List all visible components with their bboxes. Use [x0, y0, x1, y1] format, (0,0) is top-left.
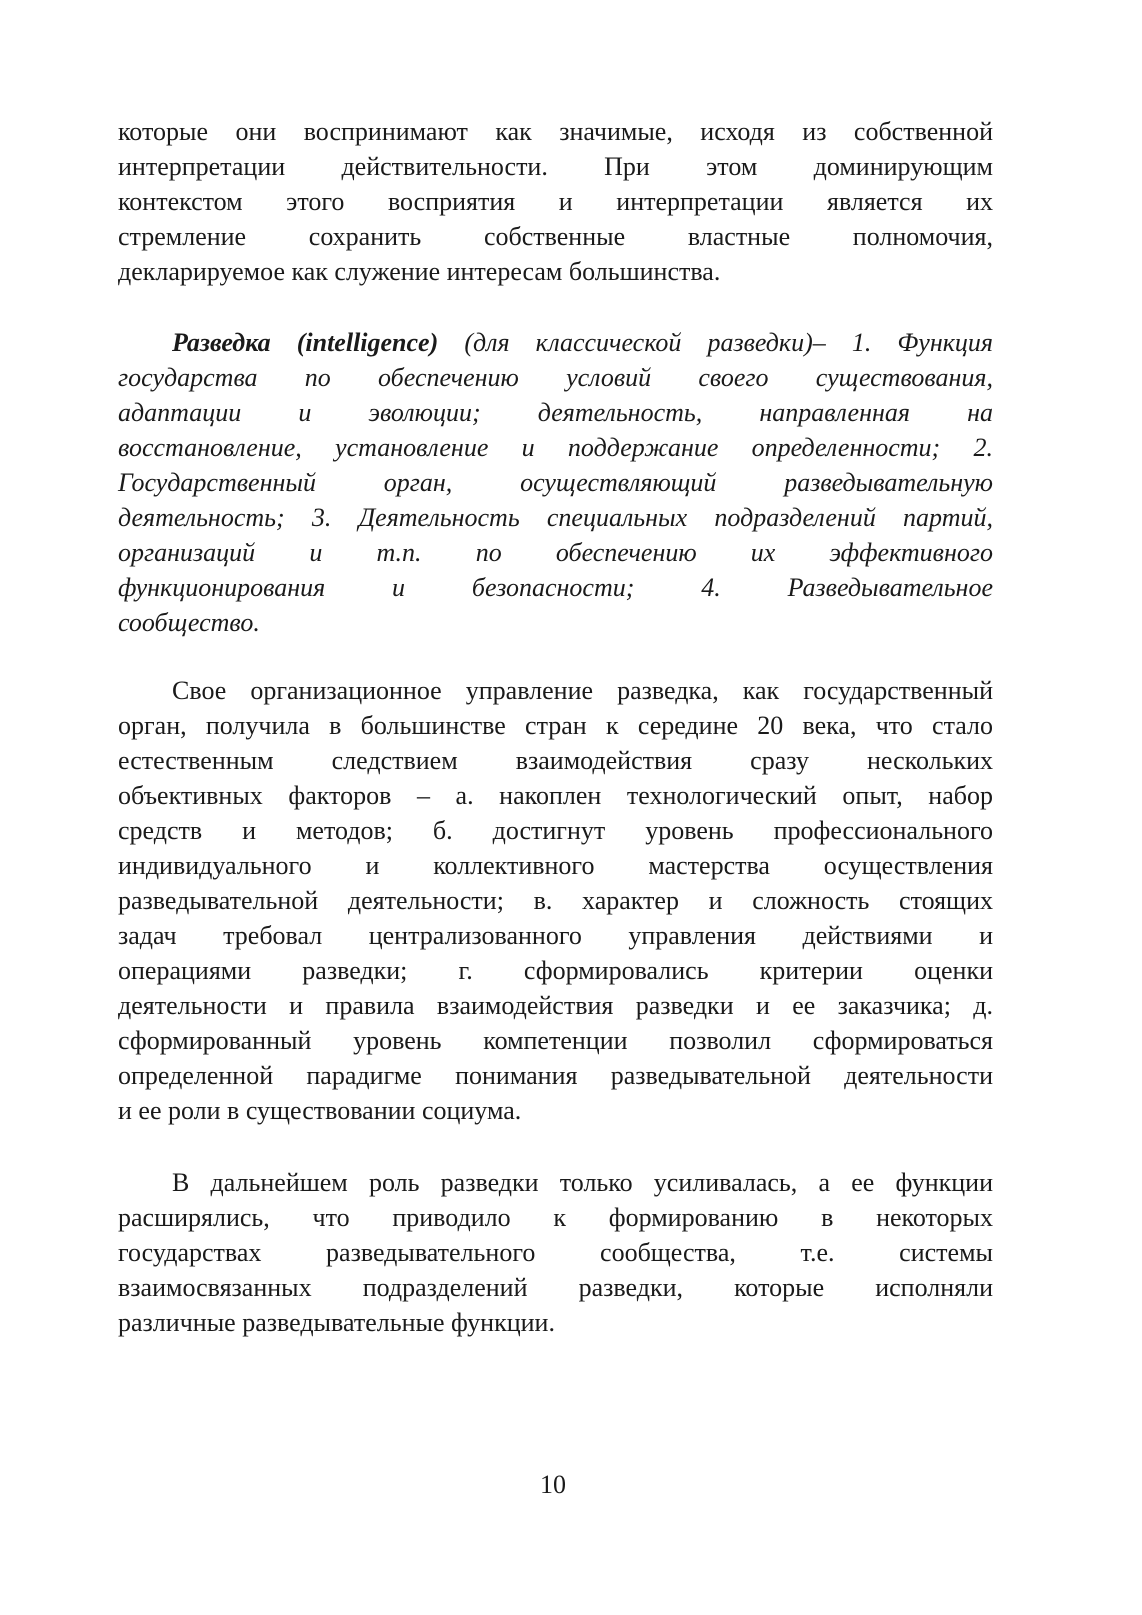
- text-line: операциями разведки; г. сформировались критерии оценки: [118, 956, 993, 985]
- text-line: взаимосвязанных подразделений разведки, которые исполняли: [118, 1273, 993, 1302]
- text-line: контекстом этого восприятия и интерпретации является их: [118, 187, 993, 216]
- text-line: различные разведывательные функции.: [118, 1308, 555, 1337]
- text-line: разведывательной деятельности; в. характер и сложность стоящих: [118, 886, 993, 915]
- definition-text: (для классической разведки)– 1. Функция: [438, 328, 993, 357]
- paragraph-continuation: [118, 114, 993, 289]
- text-line: сообщество.: [118, 608, 260, 637]
- page-number: 10: [540, 1470, 566, 1499]
- text-line: деятельности и правила взаимодействия разведки и ее заказчика; д.: [118, 991, 993, 1020]
- text-line: орган, получила в большинстве стран к середине 20 века, что стало: [118, 711, 993, 740]
- text-line: естественным следствием взаимодействия сразу нескольких: [118, 746, 993, 775]
- text-line: средств и методов; б. достигнут уровень профессионального: [118, 816, 993, 845]
- text-line: Свое организационное управление разведка, как государственный: [172, 676, 993, 705]
- definition-first-line: [118, 325, 993, 360]
- text-line: и ее роли в существовании социума.: [118, 1096, 522, 1125]
- definition-paragraph: [118, 325, 993, 640]
- text-line: стремление сохранить собственные властные полномочия,: [118, 222, 993, 251]
- text-line: функционирования и безопасности; 4. Разведывательное: [118, 573, 993, 602]
- text-line: расширялись, что приводило к формированию в некоторых: [118, 1203, 993, 1232]
- text-line: восстановление, установление и поддержание определенности; 2.: [118, 433, 993, 462]
- text-line: государствах разведывательного сообщества, т.е. системы: [118, 1238, 993, 1267]
- text-line: задач требовал централизованного управления действиями и: [118, 921, 993, 950]
- text-line: деятельность; 3. Деятельность специальных подразделений партий,: [118, 503, 993, 532]
- text-line: государства по обеспечению условий своего существования,: [118, 363, 993, 392]
- text-line: организаций и т.п. по обеспечению их эффективного: [118, 538, 993, 567]
- text-line: адаптации и эволюции; деятельность, направленная на: [118, 398, 993, 427]
- text-line: В дальнейшем роль разведки только усиливалась, а ее функции: [172, 1168, 993, 1197]
- text-line: индивидуального и коллективного мастерства осуществления: [118, 851, 993, 880]
- paragraph-community: [118, 1165, 993, 1340]
- text-line: определенной парадигме понимания разведывательной деятельности: [118, 1061, 993, 1090]
- definition-body: [118, 360, 993, 640]
- paragraph-organization: [118, 673, 993, 1128]
- text-line: которые они воспринимают как значимые, исходя из собственной: [118, 117, 993, 146]
- text-line: объективных факторов – а. накоплен технологический опыт, набор: [118, 781, 993, 810]
- text-line: декларируемое как служение интересам большинства.: [118, 257, 721, 286]
- text-line: интерпретации действительности. При этом доминирующим: [118, 152, 993, 181]
- text-line: Государственный орган, осуществляющий разведывательную: [118, 468, 993, 497]
- definition-term: Разведка (intelligence): [172, 328, 439, 357]
- text-line: сформированный уровень компетенции позволил сформироваться: [118, 1026, 993, 1055]
